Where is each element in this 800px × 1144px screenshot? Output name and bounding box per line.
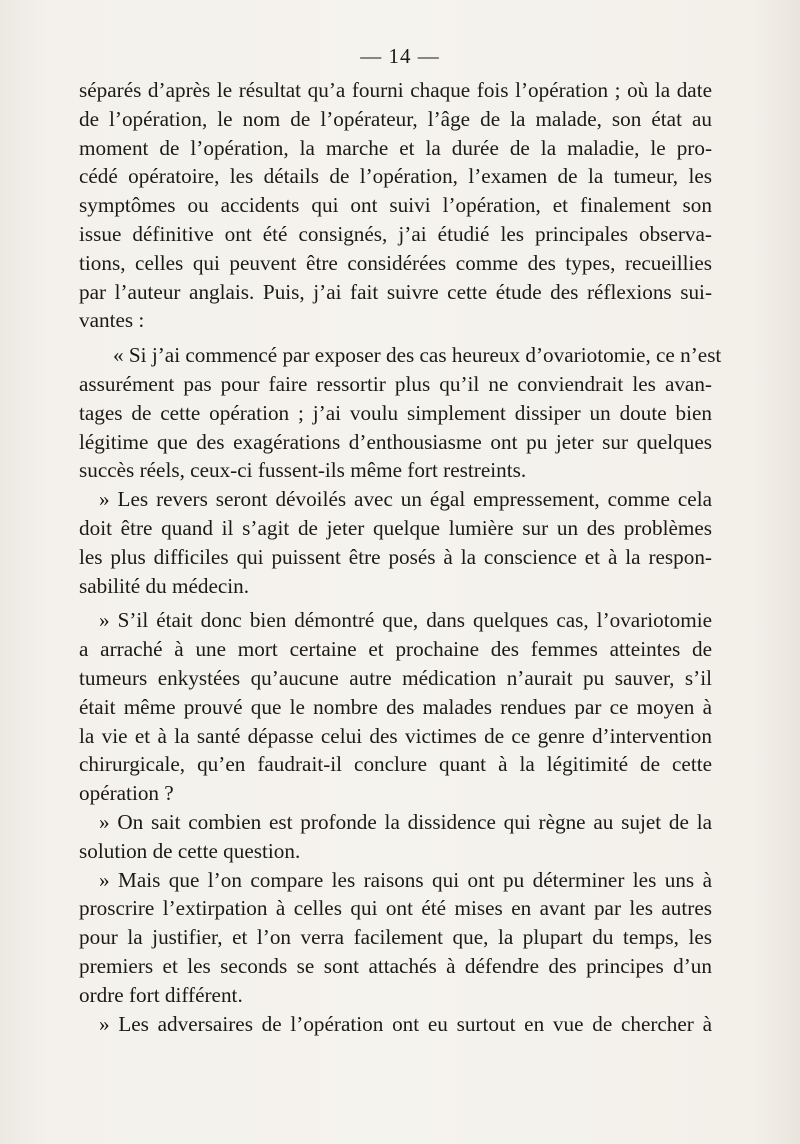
text-line: issue définitive ont été consignés, j’ai étudié les principales observa- — [79, 221, 712, 246]
text-line: » Les adversaires de l’opération ont eu surtout en vue de chercher à — [99, 1011, 712, 1036]
text-line: succès réels, ceux-ci fussent-ils même fort restreints. — [79, 458, 527, 483]
text-line: tumeurs enkystées qu’aucune autre médication n’aurait pu sauver, s’il — [79, 665, 712, 690]
text-line: sabilité du médecin. — [79, 573, 250, 598]
text-line: vantes : — [79, 308, 145, 333]
text-line: chirurgicale, qu’en faudrait-il conclure quant à la légitimité de cette — [79, 752, 712, 777]
text-line: » Mais que l’on compare les raisons qui ont pu déterminer les uns à — [99, 867, 712, 892]
page-number: — 14 — — [360, 44, 440, 68]
text-line: par l’auteur anglais. Puis, j’ai fait suivre cette étude des réflexions sui- — [79, 279, 712, 304]
text-line: proscrire l’extirpation à celles qui ont été mises en avant par les autres — [79, 896, 712, 921]
text-line: moment de l’opération, la marche et la durée de la maladie, le pro- — [79, 135, 712, 160]
text-line: » S’il était donc bien démontré que, dans quelques cas, l’ovariotomie — [99, 608, 712, 633]
text-line: assurément pas pour faire ressortir plus qu’il ne conviendrait les avan- — [79, 371, 712, 396]
text-line: les plus difficiles qui puissent être posés à la conscience et à la respon- — [79, 544, 712, 569]
body-text — [79, 76, 722, 1038]
text-line: était même prouvé que le nombre des malades rendues par ce moyen à — [79, 694, 712, 719]
text-line: tions, celles qui peuvent être considérées comme des types, recueillies — [79, 250, 712, 275]
text-line: opération ? — [79, 781, 174, 806]
text-line: solution de cette question. — [79, 838, 301, 863]
text-line: la vie et à la santé dépasse celui des victimes de ce genre d’intervention — [79, 723, 712, 748]
text-line: symptômes ou accidents qui ont suivi l’opération, et finalement son — [79, 193, 712, 218]
text-line: doit être quand il s’agit de jeter quelque lumière sur un des problèmes — [79, 515, 712, 540]
text-line: de l’opération, le nom de l’opérateur, l’âge de la malade, son état au — [79, 106, 712, 131]
text-line: tages de cette opération ; j’ai voulu simplement dissiper un doute bien — [79, 400, 712, 425]
text-line: premiers et les seconds se sont attachés à défendre des principes d’un — [79, 953, 712, 978]
text-line: » On sait combien est profonde la dissidence qui règne au sujet de la — [99, 809, 712, 834]
text-line: a arraché à une mort certaine et prochaine des femmes atteintes de — [79, 637, 712, 662]
text-line: légitime que des exagérations d’enthousiasme ont pu jeter sur quelques — [79, 429, 712, 454]
text-line: pour la justifier, et l’on verra facilement que, la plupart du temps, les — [79, 925, 712, 950]
text-line: » Les revers seront dévoilés avec un égal empressement, comme cela — [99, 487, 712, 512]
text-line: « Si j’ai commencé par exposer des cas heureux d’ovariotomie, ce n’est — [113, 343, 722, 368]
text-line: cédé opératoire, les détails de l’opération, l’examen de la tumeur, les — [79, 164, 712, 189]
text-line: séparés d’après le résultat qu’a fourni chaque fois l’opération ; où la date — [79, 78, 712, 102]
text-line: ordre fort différent. — [79, 982, 243, 1007]
